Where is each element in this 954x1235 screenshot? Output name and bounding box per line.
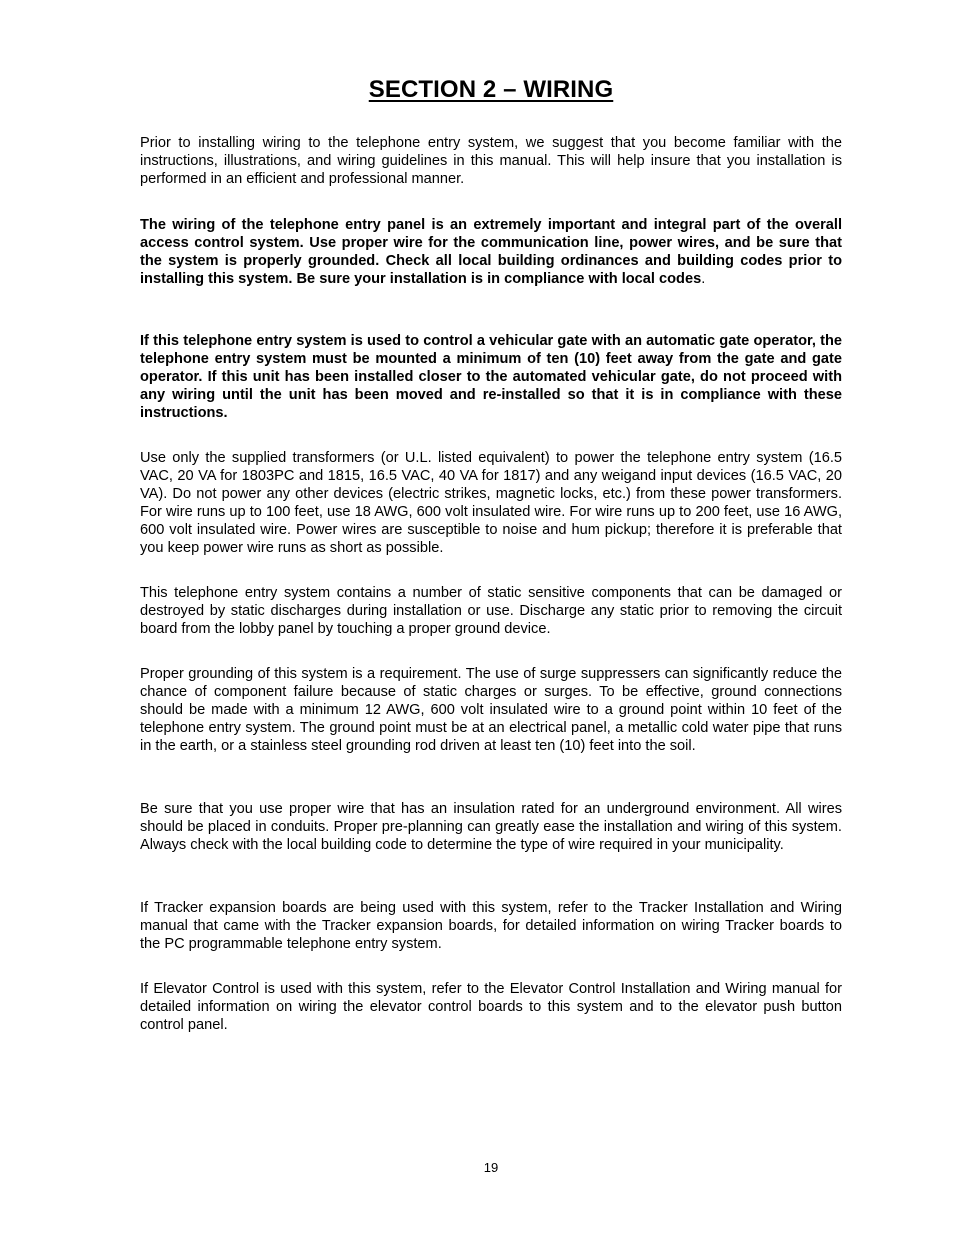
paragraph-transformers: Use only the supplied transformers (or U.L. listed equivalent) to power the telephone entry system (16.5 VAC, 20 VA for 1803PC and 1815, 16.5 VAC, 40 VA for 1817) and any weigand input devices (16.5 VAC, 20 VA). Do not power any other devices (electric strikes, magnetic locks, etc.) from these power transformers. For wire runs up to 100 feet, use 18 AWG, 600 volt insulated wire. For wire runs up to 200 feet, use 16 AWG, 600 volt insulated wire. Power wires are susceptible to noise and hum pickup; therefore it is preferable that you keep power wire runs as short as possible. <box>140 450 842 556</box>
paragraph-vehicular-gate-warning: If this telephone entry system is used to control a vehicular gate with an automatic gate operator, the telephone entry system must be mounted a minimum of ten (10) feet away from the gate and gate operator. If this unit has been installed closer to the automated vehicular gate, do not proceed with any wiring until the unit has been moved and re-installed so that it is in compliance with these instructions. <box>140 333 842 421</box>
paragraph-underground-wire: Be sure that you use proper wire that has an insulation rated for an underground environment. All wires should be placed in conduits. Proper pre-planning can greatly ease the installation and wiring of this system. Always check with the local building code to determine the type of wire required in your municipality. <box>140 801 842 853</box>
page-number: 19 <box>483 1160 499 1175</box>
paragraph-wiring-importance-text: The wiring of the telephone entry panel is an extremely important and integral part of the overall access control system. Use proper wire for the communication line, power wires, and be sure that the system is properly grounded. Check all local building ordinances and building codes prior to installing this system. Be sure your installation is in compliance with local codes <box>140 217 842 287</box>
paragraph-grounding: Proper grounding of this system is a requirement. The use of surge suppressers can significantly reduce the chance of component failure because of static charges or surges. To be effective, ground connections should be made with a minimum 12 AWG, 600 volt insulated wire to a ground point within 10 feet of the telephone entry system. The ground point must be at an electrical panel, a metallic cold water pipe that runs in the earth, or a stainless steel grounding rod driven at least ten (10) feet into the soil. <box>140 666 842 754</box>
paragraph-elevator-control: If Elevator Control is used with this system, refer to the Elevator Control Installation and Wiring manual for detailed information on wiring the elevator control boards to this system and to the elevator push button control panel. <box>140 981 842 1033</box>
paragraph-wiring-importance-period: . <box>701 271 706 287</box>
paragraph-wiring-importance <box>140 216 842 288</box>
paragraph-intro: Prior to installing wiring to the telephone entry system, we suggest that you become familiar with the instructions, illustrations, and wiring guidelines in this manual. This will help insure that you installation is performed in an efficient and professional manner. <box>140 135 842 187</box>
paragraph-static-sensitive: This telephone entry system contains a number of static sensitive components that can be damaged or destroyed by static discharges during installation or use. Discharge any static prior to removing the circuit board from the lobby panel by touching a proper ground device. <box>140 585 842 637</box>
section-title: SECTION 2 – WIRING <box>368 76 614 103</box>
paragraph-tracker-boards: If Tracker expansion boards are being used with this system, refer to the Tracker Installation and Wiring manual that came with the Tracker expansion boards, for detailed information on wiring Tracker boards to the PC programmable telephone entry system. <box>140 900 842 952</box>
